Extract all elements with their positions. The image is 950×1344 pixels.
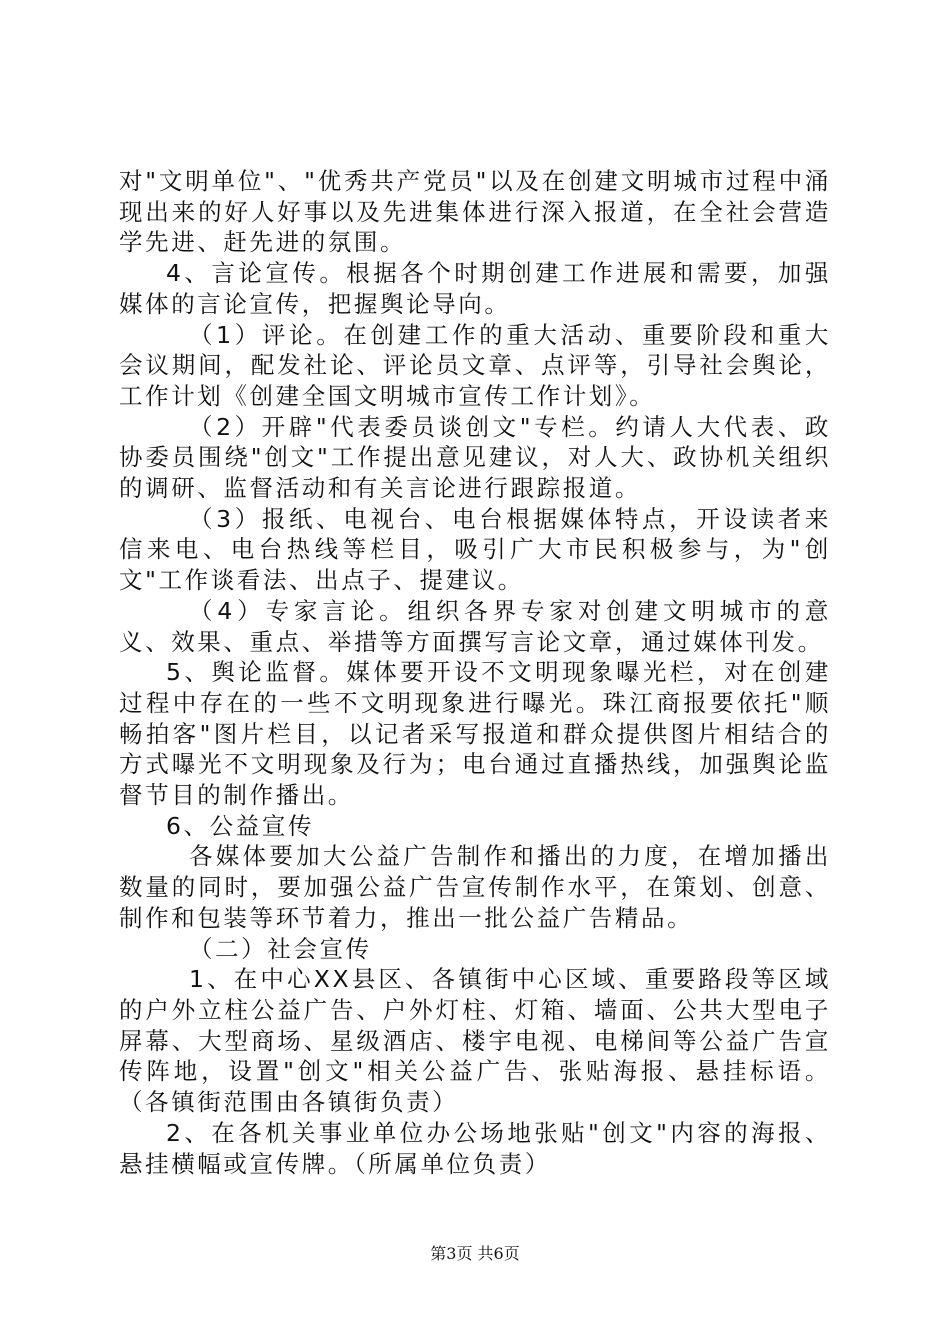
paragraph-expert-opinion: （4）专家言论。组织各界专家对创建文明城市的意义、效果、重点、举措等方面撰写言论文章，通过媒体刊发。 (119, 596, 831, 656)
paragraph-deputies-column: （2）开辟"代表委员谈创文"专栏。约请人大代表、政协委员围绕"创文"工作提出意见建议，对人大、政协机关组织的调研、监督活动和有关言论进行跟踪报道。 (119, 412, 831, 503)
paragraph-continuation: 对"文明单位"、"优秀共产党员"以及在创建文明城市过程中涌现出来的好人好事以及先进集体进行深入报道，在全社会营造学先进、赶先进的氛围。 (119, 167, 831, 257)
paragraph-heading-public-welfare: 6、公益宣传 (166, 811, 315, 840)
paragraph-opinion-publicity: 4、言论宣传。根据各个时期创建工作进展和需要，加强媒体的言论宣传，把握舆论导向。 (119, 259, 831, 318)
paragraph-media-columns: （3）报纸、电视台、电台根据媒体特点，开设读者来信来电、电台热线等栏目，吸引广大市民积极参与，为"创文"工作谈看法、出点子、提建议。 (119, 504, 831, 595)
paragraph-heading-social-publicity: （二）社会宣传 (189, 934, 372, 963)
paragraph-outdoor-ads: 1、在中心XX县区、各镇街中心区域、重要路段等区域的户外立柱公益广告、户外灯柱、灯箱、墙面、公共大型电子屏幕、大型商场、星级酒店、楼宇电视、电梯间等公益广告宣传阵地，设置"创文"相关公益广告、张贴海报、悬挂标语。（各镇街范围由各镇街负责） (119, 965, 831, 1117)
paragraph-public-welfare-ads: 各媒体要加大公益广告制作和播出的力度，在增加播出数量的同时，要加强公益广告宣传制作水平，在策划、创意、制作和包装等环节着力，推出一批公益广告精品。 (119, 842, 831, 932)
paragraph-commentary: （1）评论。在创建工作的重大活动、重要阶段和重大会议期间，配发社论、评论员文章、点评等，引导社会舆论，工作计划《创建全国文明城市宣传工作计划》。 (119, 320, 831, 410)
paragraph-public-supervision: 5、舆论监督。媒体要开设不文明现象曝光栏，对在创建过程中存在的一些不文明现象进行曝光。珠江商报要依托"顺畅拍客"图片栏目，以记者采写报道和群众提供图片相结合的方式曝光不文明现象及行为；电台通过直播热线，加强舆论监督节目的制作播出。 (119, 658, 831, 810)
paragraph-office-posters: 2、在各机关事业单位办公场地张贴"创文"内容的海报、悬挂横幅或宣传牌。（所属单位负责） (119, 1118, 831, 1178)
document-body (119, 166, 831, 1179)
page-footer: 第3页 共6页 (430, 1244, 520, 1263)
